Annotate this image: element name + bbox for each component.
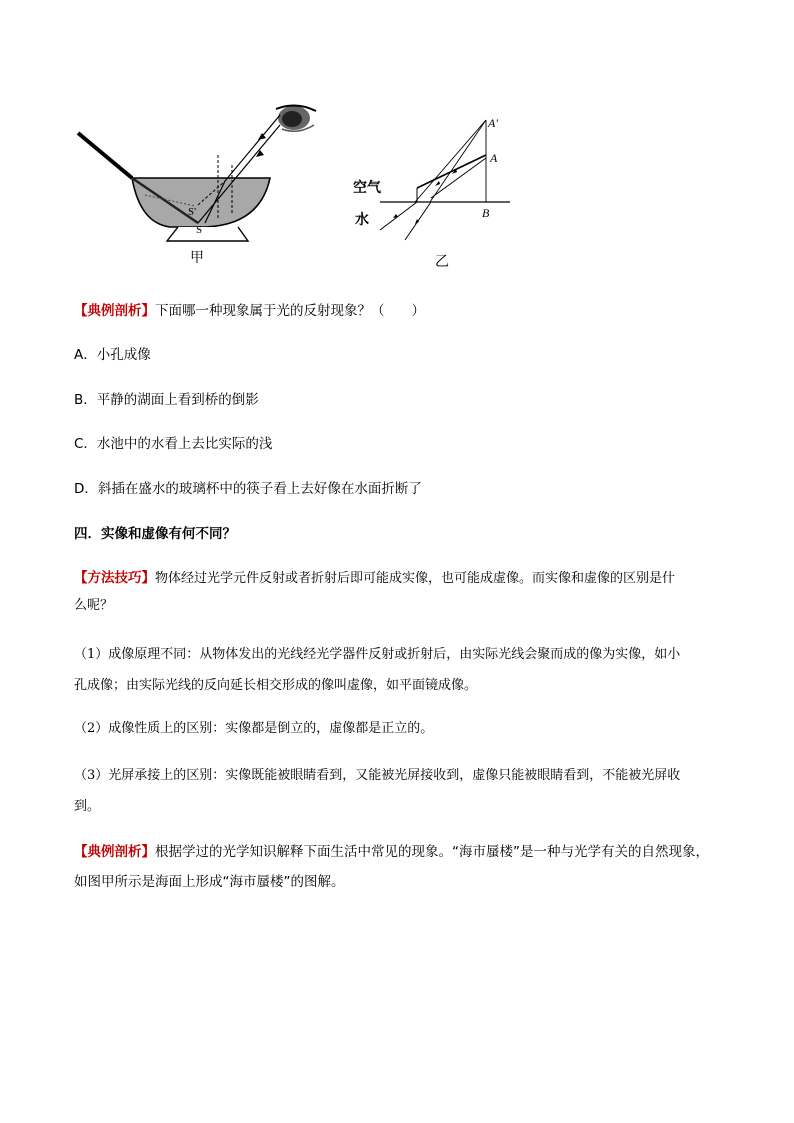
- ray-to-a-prime-2: [430, 120, 486, 202]
- label-s-prime: S': [188, 206, 197, 218]
- example2-line2: 如图甲所示是海面上形成“海市蜃楼”的图解。: [74, 874, 345, 890]
- figure-jia-caption: 甲: [190, 251, 204, 266]
- water-ray-1: [380, 202, 417, 230]
- label-b: B: [482, 206, 490, 220]
- option-d: D．斜插在盛水的玻璃杯中的筷子看上去好像在水面折断了: [74, 481, 422, 497]
- label-s: S: [196, 224, 203, 236]
- tip-tag: 【方法技巧】: [74, 570, 155, 586]
- tip-line2: 么呢？: [74, 598, 114, 613]
- example1-question: 下面哪一种现象属于光的反射现象？（ ）: [155, 303, 425, 319]
- section4-heading: 四．实像和虚像有何不同？: [74, 526, 236, 542]
- point3-line1: （3）光屏承接上的区别：实像既能被眼睛看到，又能被光屏接收到，虚像只能被眼睛看到，不能被光屏收: [74, 768, 681, 783]
- figure-jia: [70, 95, 330, 275]
- chopstick-above: [78, 133, 132, 178]
- ray-to-a-prime-1: [415, 120, 486, 202]
- point3-line2: 到。: [74, 799, 101, 814]
- point1-line2: 孔成像；由实际光线的反向延长相交形成的像叫虚像，如平面镜成像。: [74, 678, 478, 693]
- label-a: A: [490, 151, 498, 165]
- arrow-3: [435, 181, 440, 186]
- example1-tag: 【典例剖析】: [74, 303, 155, 319]
- ray-arrow-1: [256, 150, 264, 157]
- point2: （2）成像性质上的区别：实像都是倒立的，虚像都是正立的。: [74, 721, 434, 736]
- point1-line1: （1）成像原理不同：从物体发出的光线经光学器件反射或折射后，由实际光线会聚而成的像为实像，如小: [74, 647, 681, 662]
- bowl-base: [167, 227, 248, 241]
- example2-line1: [74, 843, 709, 861]
- tip-text-line1: 物体经过光学元件反射或者折射后即可能成实像，也可能成虚像。而实像和虚像的区别是什: [155, 571, 676, 586]
- label-water: 水: [355, 213, 369, 228]
- example2-text-line1: 根据学过的光学知识解释下面生活中常见的现象。“海市蜃楼”是一种与光学有关的自然现象，: [155, 844, 709, 860]
- example1-question-line: [74, 302, 425, 320]
- figure-yi-caption: 乙: [435, 255, 449, 270]
- tip-line1: [74, 569, 675, 588]
- example2-tag: 【典例剖析】: [74, 844, 155, 860]
- option-c: C．水池中的水看上去比实际的浅: [74, 436, 273, 452]
- eye-icon: [276, 105, 316, 131]
- label-air: 空气: [353, 181, 381, 196]
- option-a: A．小孔成像: [74, 347, 151, 363]
- label-a-prime: A': [488, 116, 498, 130]
- ray-3: [225, 115, 280, 181]
- option-b: B．平静的湖面上看到桥的倒影: [74, 392, 259, 408]
- figure-yi: [345, 110, 525, 270]
